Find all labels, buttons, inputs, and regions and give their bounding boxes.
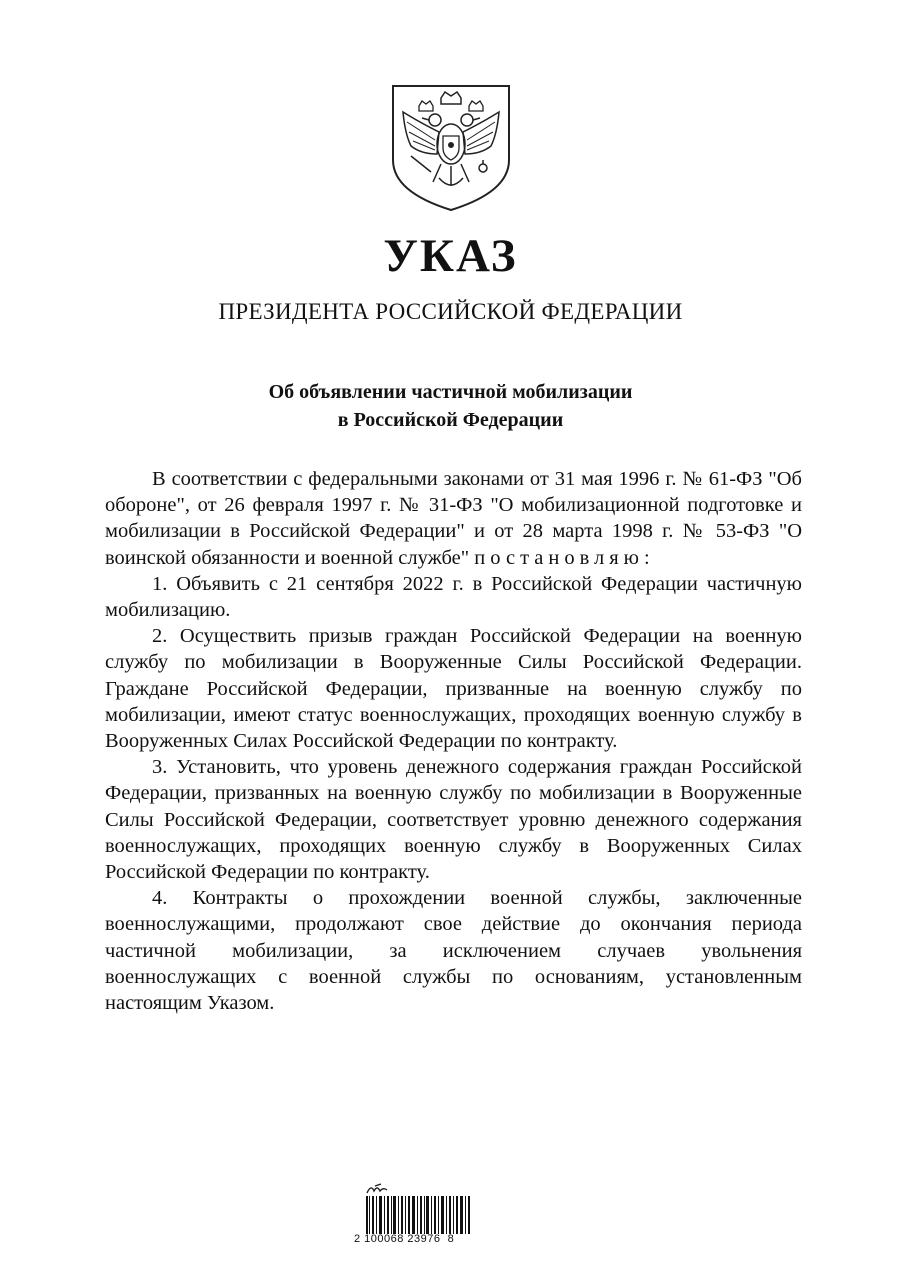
document-title: УКАЗ [383, 230, 518, 282]
coat-of-arms-icon [389, 82, 513, 212]
barcode-number: 2 100068 23976 8 [354, 1233, 455, 1245]
barcode-icon [366, 1196, 470, 1234]
decree-item-1: 1. Объявить с 21 сентября 2022 г. в Российской Федерации частичную мобилизацию. [105, 572, 802, 622]
decree-item-3: 3. Установить, что уровень денежного содержания граждан Российской Федерации, призванных на военную службу по мобилизации в Вооруженные Силы Российской Федерации, соответствует уровню денежного содержания военнослужащих, проходящих военную службу в Вооруженных Силах Российской Федерации по контракту. [105, 756, 802, 884]
preamble-text: В соответствии с федеральными законами от 31 мая 1996 г. № 61-ФЗ "Об обороне", от 26 февраля 1997 г. № 31-ФЗ "О мобилизационной подготовке и мобилизации в Российской Федерации" и от 28 марта 1998 г. № 53-ФЗ "О воинской обязанности и военной службе" [105, 468, 802, 569]
preamble-paragraph [105, 466, 802, 571]
decree-item-4: 4. Контракты о прохождении военной службы, заключенные военнослужащими, продолжают свое действие до окончания периода частичной мобилизации, за исключением случаев увольнения военнослужащих с военной службы по основаниям, установленным настоящим Указом. [105, 887, 802, 1015]
decree-body [105, 466, 802, 1016]
decree-item-2: 2. Осуществить призыв граждан Российской Федерации на военную службу по мобилизации в Вооруженные Силы Российской Федерации. Граждане Российской Федерации, призванные на военную службу по мобилизации, имеют статус военнослужащих, проходящих военную службу в Вооруженных Силах Российской Федерации по контракту. [105, 625, 802, 753]
decree-heading [0, 378, 901, 434]
handwritten-mark-icon [365, 1182, 391, 1196]
decree-word: постановляю: [474, 546, 655, 569]
document-subtitle: ПРЕЗИДЕНТА РОССИЙСКОЙ ФЕДЕРАЦИИ [218, 299, 683, 324]
decree-heading-line-2: в Российской Федерации [337, 409, 564, 431]
decree-heading-line-1: Об объявлении частичной мобилизации [268, 381, 633, 403]
